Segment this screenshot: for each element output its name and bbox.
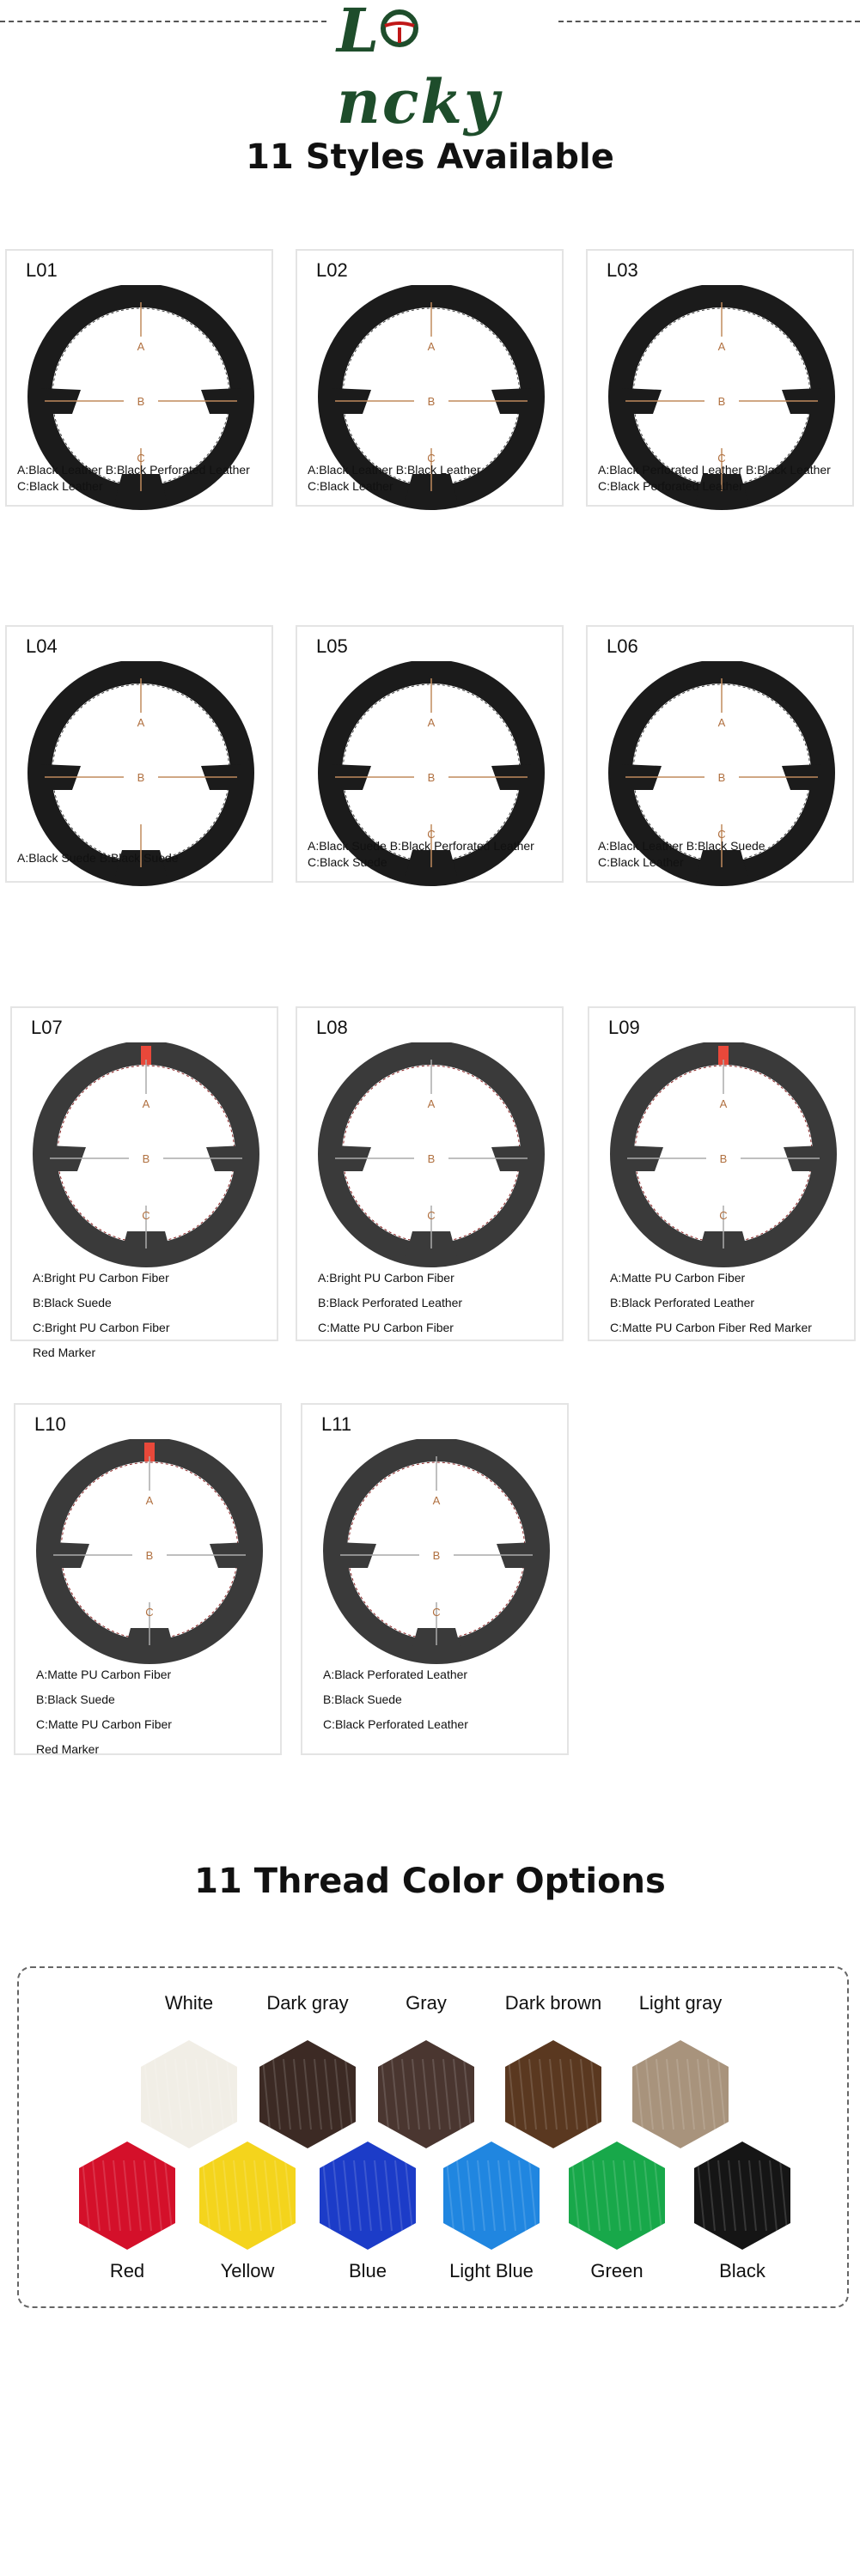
wheel-label-b: B xyxy=(717,771,726,784)
wheel-label-a: A xyxy=(137,340,145,353)
steering-wheel-cover-image xyxy=(316,1439,557,1680)
style-description-line: A:Bright PU Carbon Fiber xyxy=(33,1271,169,1285)
style-description xyxy=(36,1662,172,1762)
thread-color-swatch-hexagon xyxy=(376,2038,476,2150)
style-description-line: B:Black Suede xyxy=(33,1296,112,1309)
style-description-line: B:Black Perforated Leather xyxy=(318,1296,463,1309)
header-divider-left xyxy=(0,21,326,22)
style-description-line: A:Black Suede B:Black Perforated Leather xyxy=(308,839,534,853)
wheel-label-c: C xyxy=(427,452,436,465)
style-description xyxy=(598,838,765,871)
style-description-line: C:Black Perforated Leather xyxy=(323,1717,468,1731)
style-description-line: A:Black Leather B:Black Leather xyxy=(308,463,481,477)
style-description-line: A:Black Leather B:Black Suede xyxy=(598,839,765,853)
style-description-line: C:Bright PU Carbon Fiber xyxy=(33,1321,170,1334)
style-card-l02[interactable] xyxy=(296,249,564,507)
thread-color-swatch-hexagon xyxy=(77,2140,177,2251)
wheel-label-b: B xyxy=(137,395,145,408)
wheel-label-c: C xyxy=(717,828,726,841)
wheel-label-c: C xyxy=(432,1606,441,1619)
thread-colors-section-title: 11 Thread Color Options xyxy=(194,1862,666,1901)
thread-color-name: Yellow xyxy=(220,2260,275,2281)
style-description-line: B:Black Suede xyxy=(36,1692,115,1706)
styles-section-title: 11 Styles Available xyxy=(246,137,614,177)
thread-color-name: Green xyxy=(590,2260,643,2281)
thread-color-swatch-hexagon xyxy=(442,2140,541,2251)
style-description-line: A:Black Leather B:Black Perforated Leather xyxy=(17,463,250,477)
wheel-label-c: C xyxy=(719,1209,728,1222)
style-code: L04 xyxy=(26,635,58,657)
header xyxy=(0,0,860,137)
style-card-l04[interactable] xyxy=(5,625,273,883)
style-card-l01[interactable] xyxy=(5,249,273,507)
style-description xyxy=(318,1266,462,1340)
thread-color-name: Light gray xyxy=(638,1992,723,2014)
style-description-line: A:Black Suede B:Black Suede xyxy=(17,851,179,865)
wheel-label-a: A xyxy=(719,1097,728,1110)
wheel-label-b: B xyxy=(427,771,436,784)
wheel-label-a: A xyxy=(142,1097,150,1110)
style-code: L11 xyxy=(321,1413,352,1435)
style-description-line: C:Matte PU Carbon Fiber Red Marker xyxy=(610,1321,812,1334)
style-description-line: A:Bright PU Carbon Fiber xyxy=(318,1271,454,1285)
wheel-label-b: B xyxy=(427,395,436,408)
wheel-label-c: C xyxy=(427,1209,436,1222)
wheel-label-b: B xyxy=(142,1152,150,1165)
wheel-label-b: B xyxy=(145,1549,154,1562)
thread-color-name: Gray xyxy=(406,1992,447,2014)
steering-wheel-cover-image xyxy=(26,1042,266,1283)
style-code: L09 xyxy=(608,1017,640,1038)
style-description-line: C:Black Leather xyxy=(17,479,103,493)
style-card-l09[interactable] xyxy=(588,1006,856,1341)
style-description-line: A:Matte PU Carbon Fiber xyxy=(610,1271,746,1285)
style-description xyxy=(308,838,534,871)
header-divider-right xyxy=(558,21,860,22)
steering-wheel-cover-image xyxy=(311,1042,552,1283)
thread-color-swatch-hexagon xyxy=(198,2140,297,2251)
wheel-label-a: A xyxy=(427,1097,436,1110)
style-description xyxy=(17,850,179,866)
thread-color-swatch-hexagon xyxy=(631,2038,730,2150)
style-card-l03[interactable] xyxy=(586,249,854,507)
style-description xyxy=(598,462,831,495)
style-description-line: C:Black Perforated Leather xyxy=(598,479,743,493)
style-description-line: B:Black Suede xyxy=(323,1692,402,1706)
brand-logo-text: Lncky xyxy=(337,0,501,137)
wheel-label-a: A xyxy=(717,340,726,353)
steering-wheel-cover-image xyxy=(29,1439,270,1680)
thread-color-name: Dark gray xyxy=(266,1992,349,2014)
thread-color-swatch-hexagon xyxy=(258,2038,357,2150)
style-card-l10[interactable] xyxy=(14,1403,282,1755)
steering-wheel-cover-image xyxy=(603,1042,844,1283)
wheel-label-b: B xyxy=(137,771,145,784)
thread-color-swatch-hexagon xyxy=(318,2140,418,2251)
wheel-label-a: A xyxy=(427,716,436,729)
style-code: L03 xyxy=(607,259,638,281)
brand-logo[interactable] xyxy=(337,0,552,137)
wheel-label-b: B xyxy=(717,395,726,408)
style-description-line: Red Marker xyxy=(33,1346,96,1359)
style-code: L06 xyxy=(607,635,638,657)
style-card-l06[interactable] xyxy=(586,625,854,883)
style-code: L07 xyxy=(31,1017,63,1038)
wheel-label-c: C xyxy=(717,452,726,465)
thread-color-swatch-hexagon xyxy=(503,2038,603,2150)
style-description-line: C:Matte PU Carbon Fiber xyxy=(36,1717,172,1731)
style-description-line: Red Marker xyxy=(36,1742,100,1756)
style-code: L10 xyxy=(34,1413,66,1435)
steering-wheel-icon xyxy=(380,9,419,48)
wheel-label-a: A xyxy=(717,716,726,729)
thread-color-swatch-hexagon xyxy=(692,2140,792,2251)
style-description xyxy=(17,462,250,495)
wheel-label-a: A xyxy=(432,1494,441,1507)
style-description-line: B:Black Perforated Leather xyxy=(610,1296,755,1309)
wheel-label-c: C xyxy=(137,452,145,465)
style-description-line: A:Black Perforated Leather B:Black Leather xyxy=(598,463,831,477)
thread-color-swatch-hexagon xyxy=(567,2140,667,2251)
wheel-label-a: A xyxy=(427,340,436,353)
thread-color-swatch-hexagon xyxy=(139,2038,239,2150)
style-description-line: C:Black Suede xyxy=(308,855,387,869)
thread-color-name: Light Blue xyxy=(449,2260,534,2281)
wheel-label-c: C xyxy=(427,828,436,841)
thread-color-name: White xyxy=(164,1992,214,2014)
wheel-label-b: B xyxy=(427,1152,436,1165)
style-description xyxy=(308,462,481,495)
wheel-label-b: B xyxy=(432,1549,441,1562)
style-code: L01 xyxy=(26,259,58,281)
style-card-l07[interactable] xyxy=(10,1006,278,1359)
style-description-line: A:Matte PU Carbon Fiber xyxy=(36,1668,172,1681)
style-code: L05 xyxy=(316,635,348,657)
style-description-line: C:Black Leather xyxy=(598,855,684,869)
style-description-line: A:Black Perforated Leather xyxy=(323,1668,468,1681)
style-card-l08[interactable] xyxy=(296,1006,564,1341)
style-description xyxy=(610,1266,812,1340)
thread-color-name: Black xyxy=(719,2260,765,2281)
thread-color-name: Blue xyxy=(348,2260,387,2281)
style-code: L02 xyxy=(316,259,348,281)
wheel-label-c: C xyxy=(142,1209,150,1222)
wheel-label-a: A xyxy=(137,716,145,729)
style-card-l05[interactable] xyxy=(296,625,564,883)
wheel-label-a: A xyxy=(145,1494,154,1507)
style-code: L08 xyxy=(316,1017,348,1038)
thread-color-name: Red xyxy=(109,2260,145,2281)
style-card-l11[interactable] xyxy=(301,1403,569,1755)
wheel-label-c: C xyxy=(145,1606,154,1619)
style-description-line: C:Matte PU Carbon Fiber xyxy=(318,1321,454,1334)
style-description xyxy=(33,1266,170,1365)
thread-color-name: Dark brown xyxy=(504,1992,602,2014)
wheel-label-b: B xyxy=(719,1152,728,1165)
style-description-line: C:Black Leather xyxy=(308,479,393,493)
style-description xyxy=(323,1662,468,1737)
